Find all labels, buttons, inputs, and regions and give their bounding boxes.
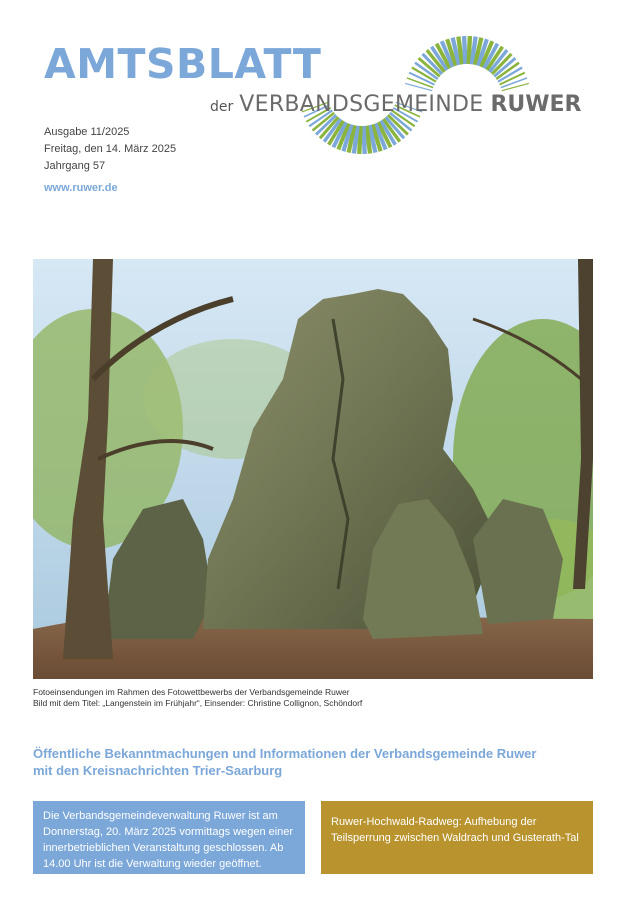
logo-stripe — [405, 83, 432, 90]
issue-date: Freitag, den 14. März 2025 — [44, 143, 177, 155]
rock-formation-photo-icon — [33, 259, 593, 679]
issue-number: Ausgabe 11/2025 — [44, 126, 130, 138]
masthead-title: AMTSBLATT — [44, 40, 322, 88]
subtitle-der: der — [210, 99, 234, 115]
issue-volume: Jahrgang 57 — [44, 160, 106, 172]
logo-stripe — [364, 126, 365, 154]
subtitle-verbandsgemeinde: VERBANDSGEMEINDE — [239, 92, 484, 117]
announcement-heading: Öffentliche Bekanntmachungen und Informationen der Verbandsgemeinde Ruwer mit den Kreisnachrichten Trier-Saarburg — [33, 746, 537, 778]
photo-caption — [33, 687, 593, 709]
logo-stripe — [359, 126, 360, 154]
notice-office-closed: Die Verbandsgemeindeverwaltung Ruwer ist am Donnerstag, 20. März 2025 vormittags wegen einer innerbetrieblichen Veranstaltung geschlossen. Ab 14.00 Uhr ist die Verwaltung wieder geöffnet. — [33, 801, 305, 874]
logo-stripe — [502, 83, 529, 90]
caption-line-1: Fotoeinsendungen im Rahmen des Fotowettbewerbs der Verbandsgemeinde Ruwer — [33, 687, 350, 697]
issue-info — [44, 124, 176, 175]
caption-line-2: Bild mit dem Titel: „Langenstein im Frühjahr“, Einsender: Christine Collignon, Schöndorf — [33, 698, 363, 708]
logo-stripe — [464, 36, 465, 64]
masthead-subtitle — [210, 92, 581, 117]
notice-cycle-path: Ruwer-Hochwald-Radweg: Aufhebung der Teilsperrung zwischen Waldrach und Gusterath-Tal — [321, 801, 593, 874]
subtitle-ruwer: RUWER — [490, 92, 582, 117]
website-link[interactable]: www.ruwer.de — [44, 182, 118, 194]
logo-stripe — [469, 36, 470, 64]
cover-photo — [33, 259, 593, 679]
